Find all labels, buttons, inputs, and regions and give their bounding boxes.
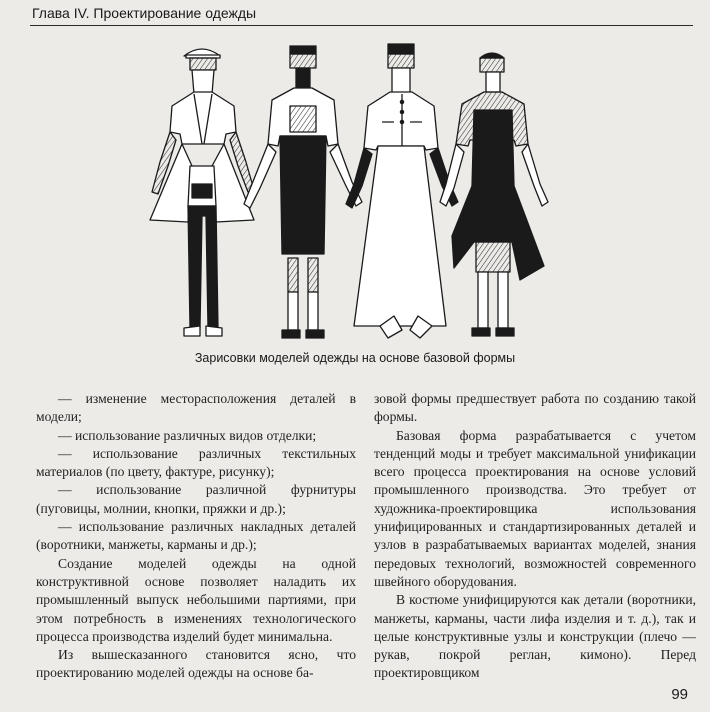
- paragraph: Базовая форма разрабатывается с учетом тенденций моды и требует максимальной унификации всего процесса проектирования на основе условий промышленного производства. Это требует от художника-проектировщика использования унифицированных и стандартизированных деталей и узлов в разрабатываемых вариантах моделей, знания передовых технологий, возможностей современного швейного оборудования.: [374, 427, 696, 589]
- paragraph: В костюме унифицируются как детали (воротники, манжеты, карманы, части лифа изделия и т. д.), так и целые конструктивные узлы и конструкции (плечо — рукав, покрой реглан, кимоно). Перед проектировщиком: [374, 592, 696, 681]
- paragraph: Из вышесказанного становится ясно, что проектированию моделей одежды на основе ба-: [36, 647, 356, 681]
- paragraph: зовой формы предшествует работа по созданию такой формы.: [374, 391, 696, 425]
- sketch-figure-3: [346, 44, 458, 338]
- list-item: — использование различных видов отделки;: [58, 427, 317, 443]
- page-number: 99: [671, 686, 688, 703]
- sketch-figure-2: [244, 46, 362, 338]
- left-column: [36, 390, 356, 683]
- figure-caption: Зарисовки моделей одежды на основе базовой формы: [194, 351, 516, 365]
- list-item: — использование различных текстильных материалов (по цвету, фактуре, рисунку);: [36, 445, 356, 480]
- sketch-figure-4: [440, 53, 548, 336]
- right-column: [374, 390, 696, 683]
- running-head: Глава IV. Проектирование одежды: [32, 5, 257, 21]
- header-rule: [30, 25, 693, 26]
- fashion-sketches-illustration: [140, 36, 560, 348]
- list-item: — использование различных накладных деталей (воротники, манжеты, карманы и др.);: [36, 519, 356, 553]
- list-item: — изменение месторасположения деталей в модели;: [36, 391, 356, 425]
- paragraph: Создание моделей одежды на одной конструктивной основе позволяет наладить их промышленный выпуск небольшими партиями, при этом потребность в изменениях технологического процесса производства изделий будет минимальна.: [36, 555, 356, 644]
- sketch-figure-1: [150, 49, 254, 336]
- list-item: — использование различной фурнитуры (пуговицы, молнии, кнопки, пряжки и др.);: [36, 482, 356, 516]
